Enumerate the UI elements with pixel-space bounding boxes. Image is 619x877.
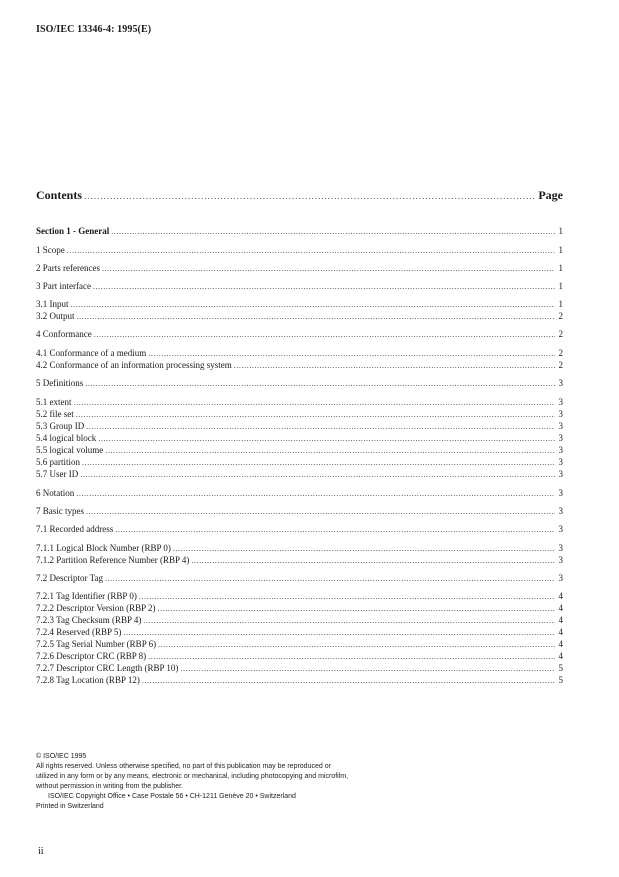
toc-entry[interactable] — [36, 651, 563, 663]
toc-entry-label: 3 Part interface — [36, 281, 91, 291]
toc-entry-page: 5 — [558, 663, 563, 673]
toc-entry[interactable] — [36, 378, 563, 390]
toc-entry-page: 1 — [558, 263, 563, 273]
toc-entry-page: 2 — [558, 329, 563, 339]
toc-entry[interactable] — [36, 627, 563, 639]
toc-entry[interactable] — [36, 457, 563, 469]
dot-leader — [173, 544, 555, 553]
dot-leader — [105, 446, 555, 455]
dot-leader — [76, 489, 555, 498]
toc-entry-label: 7 Basic types — [36, 506, 84, 516]
dot-leader — [148, 349, 555, 358]
toc-entry[interactable] — [36, 639, 563, 651]
dot-leader — [148, 652, 555, 661]
toc-entry[interactable] — [36, 469, 563, 481]
toc-entry[interactable] — [36, 245, 563, 257]
toc-entry-page: 3 — [558, 421, 563, 431]
toc-entry[interactable] — [36, 591, 563, 603]
dot-leader — [80, 470, 555, 479]
toc-entry-label: 4.2 Conformance of an information processing system — [36, 360, 232, 370]
toc-entry-page: 3 — [558, 524, 563, 534]
document-id-header: ISO/IEC 13346-4: 1995(E) — [36, 24, 152, 35]
toc-entry[interactable] — [36, 675, 563, 687]
toc-entry-page: 3 — [558, 457, 563, 467]
dot-leader — [94, 330, 555, 339]
dot-leader — [158, 604, 556, 613]
toc-entry-page: 3 — [558, 469, 563, 479]
copyright-line: © ISO/IEC 1995 — [36, 753, 87, 760]
copyright-notice — [36, 752, 348, 812]
toc-entry-label: 5.5 logical volume — [36, 445, 104, 455]
dot-leader — [105, 574, 555, 583]
toc-entry-page: 3 — [558, 445, 563, 455]
toc-entry-page: 3 — [558, 397, 563, 407]
toc-entry-label: 7.2.6 Descriptor CRC (RBP 8) — [36, 651, 147, 661]
dot-leader — [86, 422, 555, 431]
toc-entry-label: 4 Conformance — [36, 329, 92, 339]
toc-entry[interactable] — [36, 555, 563, 567]
toc-entry-label: 7.2.5 Tag Serial Number (RBP 6) — [36, 639, 157, 649]
toc-entry-page: 3 — [558, 433, 563, 443]
toc-entry-label: 7.2.4 Reserved (RBP 5) — [36, 627, 122, 637]
dot-leader — [93, 282, 555, 291]
toc-entry-label: Section 1 - General — [36, 226, 110, 236]
toc-entry-page: 3 — [558, 506, 563, 516]
dot-leader — [86, 507, 555, 516]
toc-entry-page: 4 — [558, 639, 563, 649]
toc-entry-page: 2 — [558, 360, 563, 370]
toc-entry-page: 1 — [558, 245, 563, 255]
toc-entry[interactable] — [36, 281, 563, 293]
toc-entry[interactable] — [36, 421, 563, 433]
toc-entry-page: 3 — [558, 378, 563, 388]
toc-entry-label: 4.1 Conformance of a medium — [36, 348, 147, 358]
toc-entry-page: 2 — [558, 311, 563, 321]
toc-entry[interactable] — [36, 524, 563, 536]
toc-entry-page: 4 — [558, 591, 563, 601]
dot-leader — [85, 379, 555, 388]
toc-entry[interactable] — [36, 397, 563, 409]
dot-leader — [67, 246, 555, 255]
toc-entry[interactable] — [36, 543, 563, 555]
toc-entry-label: 5.4 logical block — [36, 433, 97, 443]
toc-entry-page: 4 — [558, 651, 563, 661]
dot-leader — [111, 227, 555, 236]
toc-entry[interactable] — [36, 409, 563, 421]
toc-entry-label: 5.3 Group ID — [36, 421, 85, 431]
toc-entry-label: 1 Scope — [36, 245, 65, 255]
dot-leader — [76, 410, 555, 419]
contents-title: Contents — [36, 188, 83, 202]
dot-leader — [82, 458, 555, 467]
copyright-line: without permission in writing from the publisher. — [36, 783, 184, 790]
toc-entry-label: 7.1 Recorded address — [36, 524, 114, 534]
toc-entry-label: 7.1.1 Logical Block Number (RBP 0) — [36, 543, 171, 553]
toc-entry-label: 6 Notation — [36, 488, 75, 498]
dot-leader — [142, 676, 555, 685]
toc-entry-page: 3 — [558, 543, 563, 553]
toc-entry-page: 1 — [558, 281, 563, 291]
dot-leader — [191, 556, 555, 565]
toc-entry-page: 3 — [558, 573, 563, 583]
copyright-address: ISO/IEC Copyright Office • Case Postale 56 • CH-1211 Genève 20 • Switzerland — [48, 793, 296, 800]
toc-entry[interactable] — [36, 615, 563, 627]
toc-entry[interactable] — [36, 299, 563, 311]
dot-leader — [98, 434, 555, 443]
toc-entry-label: 7.2.8 Tag Location (RBP 12) — [36, 675, 140, 685]
toc-entry-label: 7.2 Descriptor Tag — [36, 573, 103, 583]
toc-entry-page: 1 — [558, 299, 563, 309]
toc-entry[interactable] — [36, 506, 563, 518]
toc-entry-label: 5.7 User ID — [36, 469, 79, 479]
toc-entry-label: 7.1.2 Partition Reference Number (RBP 4) — [36, 555, 190, 565]
dot-leader — [74, 398, 556, 407]
toc-entry-page: 4 — [558, 615, 563, 625]
toc-entry[interactable] — [36, 329, 563, 341]
dot-leader — [102, 264, 555, 273]
toc-entry-label: 7.2.3 Tag Checksum (RBP 4) — [36, 615, 142, 625]
toc-entry-label: 7.2.2 Descriptor Version (RBP 2) — [36, 603, 156, 613]
toc-entry-page: 4 — [558, 603, 563, 613]
toc-entry-page: 5 — [558, 675, 563, 685]
toc-entry-page: 1 — [558, 226, 563, 236]
toc-entry-label: 7.2.1 Tag Identifier (RBP 0) — [36, 591, 137, 601]
dot-leader — [115, 525, 555, 534]
dot-leader — [71, 300, 556, 309]
toc-entry-label: 3.1 Input — [36, 299, 69, 309]
toc-entry-label: 5.1 extent — [36, 397, 72, 407]
toc-entry-label: 5.2 file set — [36, 409, 74, 419]
toc-entry[interactable] — [36, 226, 563, 238]
printed-in: Printed in Switzerland — [36, 803, 104, 810]
toc-entry[interactable] — [36, 263, 563, 275]
toc-entry-label: 3.2 Output — [36, 311, 75, 321]
toc-entry[interactable] — [36, 488, 563, 500]
toc-entry-label: 7.2.7 Descriptor CRC Length (RBP 10) — [36, 663, 179, 673]
contents-heading-row — [36, 188, 563, 204]
toc-entry[interactable] — [36, 573, 563, 585]
dot-leader — [84, 191, 536, 201]
toc-entry-page: 4 — [558, 627, 563, 637]
toc-entry-page: 2 — [558, 348, 563, 358]
toc-entry[interactable] — [36, 360, 563, 372]
dot-leader — [158, 640, 555, 649]
toc-entry-label: 5 Definitions — [36, 378, 84, 388]
dot-leader — [180, 664, 555, 673]
toc-entry[interactable] — [36, 348, 563, 360]
toc-entry[interactable] — [36, 663, 563, 675]
toc-entry[interactable] — [36, 311, 563, 323]
dot-leader — [77, 312, 555, 321]
toc-entry-label: 2 Parts references — [36, 263, 100, 273]
toc-entry[interactable] — [36, 445, 563, 457]
toc-entry[interactable] — [36, 433, 563, 445]
dot-leader — [139, 592, 555, 601]
dot-leader — [123, 628, 555, 637]
dot-leader — [234, 361, 555, 370]
dot-leader — [143, 616, 555, 625]
copyright-line: All rights reserved. Unless otherwise specified, no part of this publication may be reproduced or — [36, 763, 331, 770]
page-number: ii — [38, 846, 44, 857]
page-column-label: Page — [538, 188, 563, 202]
toc-entry-page: 3 — [558, 409, 563, 419]
copyright-line: utilized in any form or by any means, electronic or mechanical, including photocopying and microfilm, — [36, 773, 349, 780]
toc-entry-label: 5.6 partition — [36, 457, 80, 467]
toc-entry-page: 3 — [558, 488, 563, 498]
toc-entry-page: 3 — [558, 555, 563, 565]
toc-entry[interactable] — [36, 603, 563, 615]
